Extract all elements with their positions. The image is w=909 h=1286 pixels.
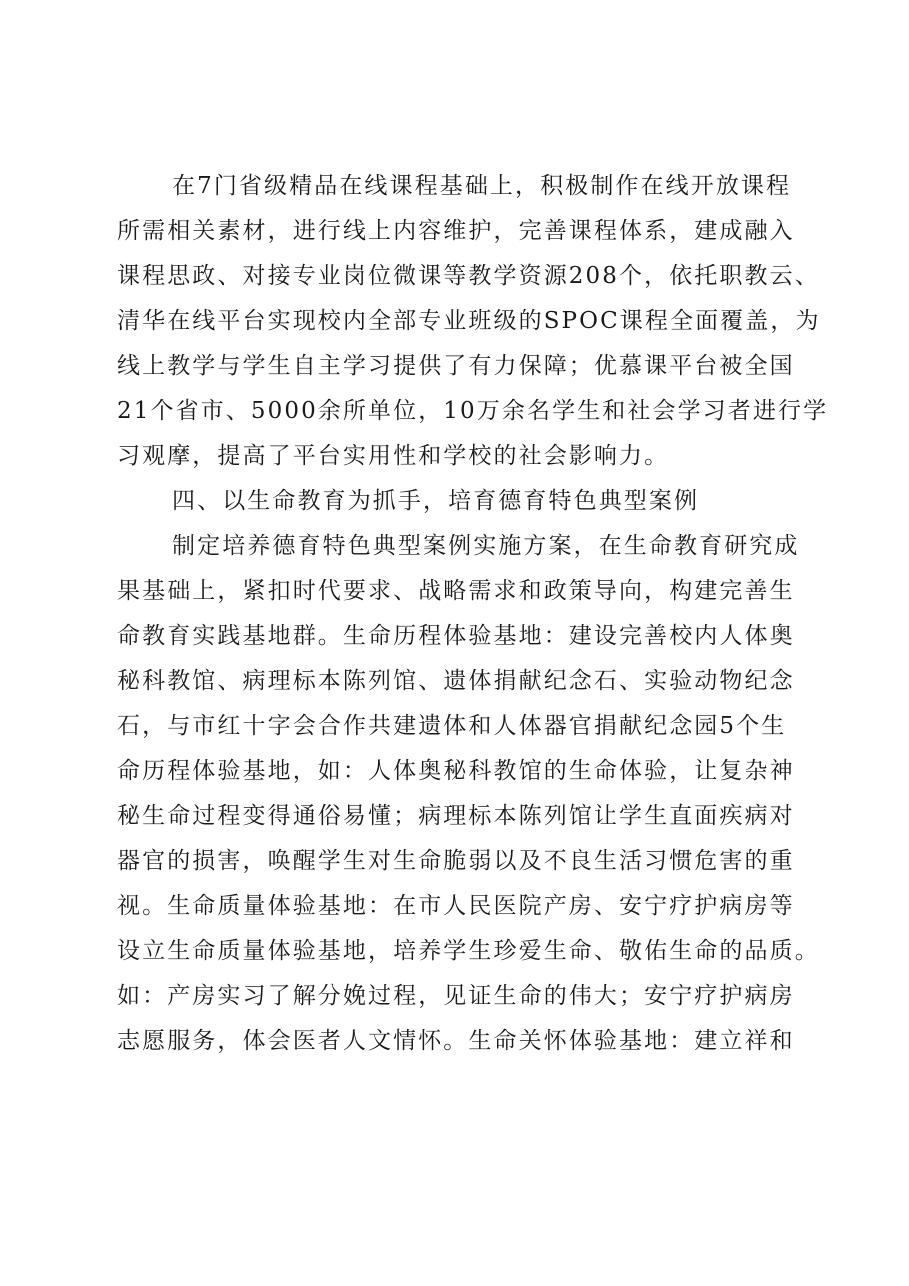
- text-line: 器官的损害，唤醒学生对生命脆弱以及不良生活习惯危害的重: [117, 848, 795, 874]
- document-body: [117, 168, 829, 1068]
- text-line: 课程思政、对接专业岗位微课等教学资源208个，依托职教云、: [117, 263, 820, 289]
- text-line: 在7门省级精品在线课程基础上，积极制作在线开放课程: [172, 173, 792, 199]
- text-line: 如：产房实习了解分娩过程，见证生命的伟大；安宁疗护病房: [117, 983, 795, 1009]
- text-line: 清华在线平台实现校内全部专业班级的SPOC课程全面覆盖，为: [117, 308, 821, 334]
- text-line: 线上教学与学生自主学习提供了有力保障；优慕课平台被全国: [117, 353, 795, 379]
- text-line: 设立生命质量体验基地，培养学生珍爱生命、敬佑生命的品质。: [117, 938, 820, 964]
- text-line: 21个省市、5000余所单位，10万余名学生和社会学习者进行学: [117, 398, 829, 424]
- text-line: 命教育实践基地群。生命历程体验基地：建设完善校内人体奥: [117, 623, 795, 649]
- text-line: 习观摩，提高了平台实用性和学校的社会影响力。: [117, 443, 670, 469]
- text-line: 秘科教馆、病理标本陈列馆、遗体捐献纪念石、实验动物纪念: [117, 668, 795, 694]
- text-line: 志愿服务，体会医者人文情怀。生命关怀体验基地：建立祥和: [117, 1028, 795, 1054]
- text-line: 制定培养德育特色典型案例实施方案，在生命教育研究成: [172, 533, 800, 559]
- text-line: 果基础上，紧扣时代要求、战略需求和政策导向，构建完善生: [117, 578, 795, 604]
- text-line: 秘生命过程变得通俗易懂；病理标本陈列馆让学生直面疾病对: [117, 803, 795, 829]
- text-line: 命历程体验基地，如：人体奥秘科教馆的生命体验，让复杂神: [117, 758, 795, 784]
- text-line: 石，与市红十字会合作共建遗体和人体器官捐献纪念园5个生: [117, 713, 787, 739]
- text-line: 所需相关素材，进行线上内容维护，完善课程体系，建成融入: [117, 218, 795, 244]
- section-heading: 四、以生命教育为抓手，培育德育特色典型案例: [172, 488, 700, 514]
- text-line: 视。生命质量体验基地：在市人民医院产房、安宁疗护病房等: [117, 893, 795, 919]
